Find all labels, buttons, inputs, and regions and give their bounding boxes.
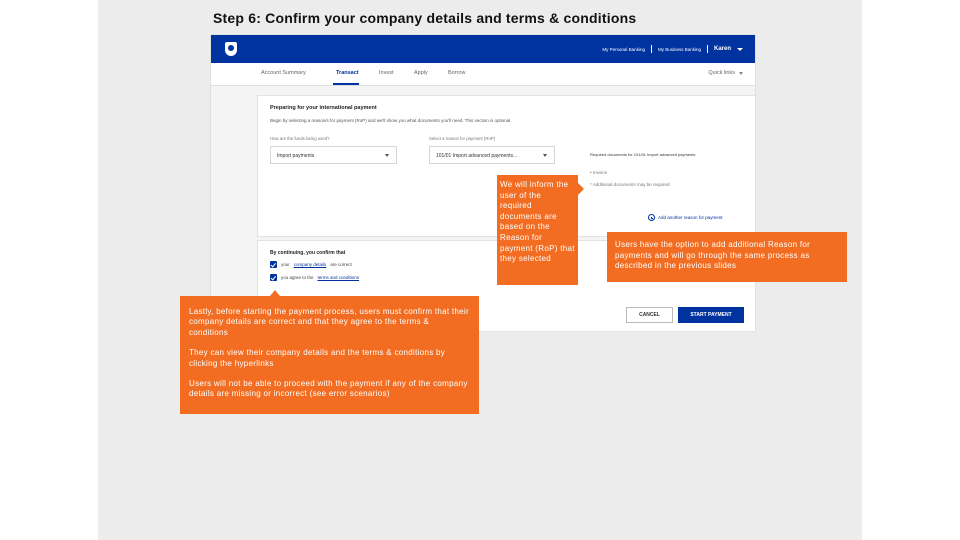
quick-links-menu[interactable] — [708, 70, 743, 76]
chevron-down-icon — [739, 72, 743, 75]
sub-navigation — [211, 63, 755, 86]
business-banking-link[interactable]: My Business Banking — [657, 46, 701, 52]
tab-invest[interactable]: Invest — [379, 70, 394, 76]
tab-apply[interactable]: Apply — [414, 70, 428, 76]
user-menu[interactable]: Karen — [713, 46, 731, 52]
tab-transact[interactable]: Transact — [336, 70, 359, 76]
reason-label: Select a reason for payment (RoP) — [429, 136, 496, 141]
chevron-down-icon — [385, 154, 389, 157]
top-bar — [211, 35, 755, 63]
callout-text: Users have the option to add additional Reason for payments and will go through the same process as described in the previous slides — [615, 240, 811, 271]
add-reason-link[interactable] — [648, 214, 723, 221]
terms-link[interactable]: terms and conditions — [317, 275, 360, 280]
required-docs-title: Required documents for 101/01 Import advanced payments — [590, 152, 696, 157]
doc-note: * Additional documents may be required — [590, 182, 670, 187]
start-payment-button[interactable]: START PAYMENT — [678, 307, 744, 323]
company-details-link[interactable]: company details — [293, 262, 327, 267]
add-reason-label: Add another reason for payment — [658, 215, 723, 220]
row-prefix: you agree to the — [281, 275, 314, 280]
callout-confirm-details — [180, 296, 479, 414]
confirm-company-row — [270, 261, 352, 268]
callout-required-documents — [497, 175, 578, 285]
card-description: Begin by selecting a reason/s for payment (RoP) and we'll show you what documents you'll need. This section is optional. — [270, 118, 512, 123]
active-tab-indicator — [333, 83, 359, 85]
callout-paragraph: They can view their company details and the terms & conditions by clicking the hyperlinks — [189, 348, 446, 368]
row-prefix: your — [281, 262, 290, 267]
company-details-checkbox[interactable] — [270, 261, 277, 268]
card-title: Preparing for your international payment — [270, 105, 377, 111]
callout-paragraph: Lastly, before starting the payment process, users must confirm that their company details are correct and that they agree to the terms & conditions — [189, 307, 469, 337]
chevron-down-icon — [543, 154, 547, 157]
doc-invoice: • Invoice — [590, 170, 608, 175]
callout-pointer — [270, 290, 280, 296]
funds-usage-select[interactable] — [270, 146, 397, 164]
confirm-heading: By continuing, you confirm that — [270, 250, 346, 256]
divider — [651, 45, 652, 53]
select-value: 101/01 Import advanced payments... — [436, 153, 518, 159]
callout-text: We will inform the user of the required documents are based on the Reason for payment (RoP) that they selected — [500, 180, 575, 264]
app-screenshot — [211, 35, 755, 331]
terms-checkbox[interactable] — [270, 274, 277, 281]
personal-banking-link[interactable]: My Personal Banking — [602, 46, 645, 52]
callout-paragraph: Users will not be able to proceed with the payment if any of the company details are missing or incorrect (see error scenarios) — [189, 379, 468, 399]
tab-account-summary[interactable]: Account Summary — [261, 70, 306, 76]
callout-pointer — [578, 183, 584, 195]
reason-select[interactable] — [429, 146, 555, 164]
funds-usage-label: How are the funds being used? — [270, 136, 330, 141]
tab-borrow[interactable]: Borrow — [448, 70, 466, 76]
bank-logo-icon[interactable] — [225, 42, 237, 56]
chevron-down-icon[interactable] — [737, 48, 743, 51]
add-circle-icon — [648, 214, 655, 221]
top-links — [602, 35, 755, 63]
callout-additional-reasons — [607, 232, 847, 282]
quick-links-label: Quick links — [708, 70, 735, 76]
divider — [707, 45, 708, 53]
select-value: Import payments — [277, 153, 315, 159]
row-suffix: are correct — [330, 262, 352, 267]
slide-title: Step 6: Confirm your company details and terms & conditions — [213, 10, 637, 26]
cancel-button[interactable]: CANCEL — [626, 307, 673, 323]
confirm-terms-row — [270, 274, 359, 281]
